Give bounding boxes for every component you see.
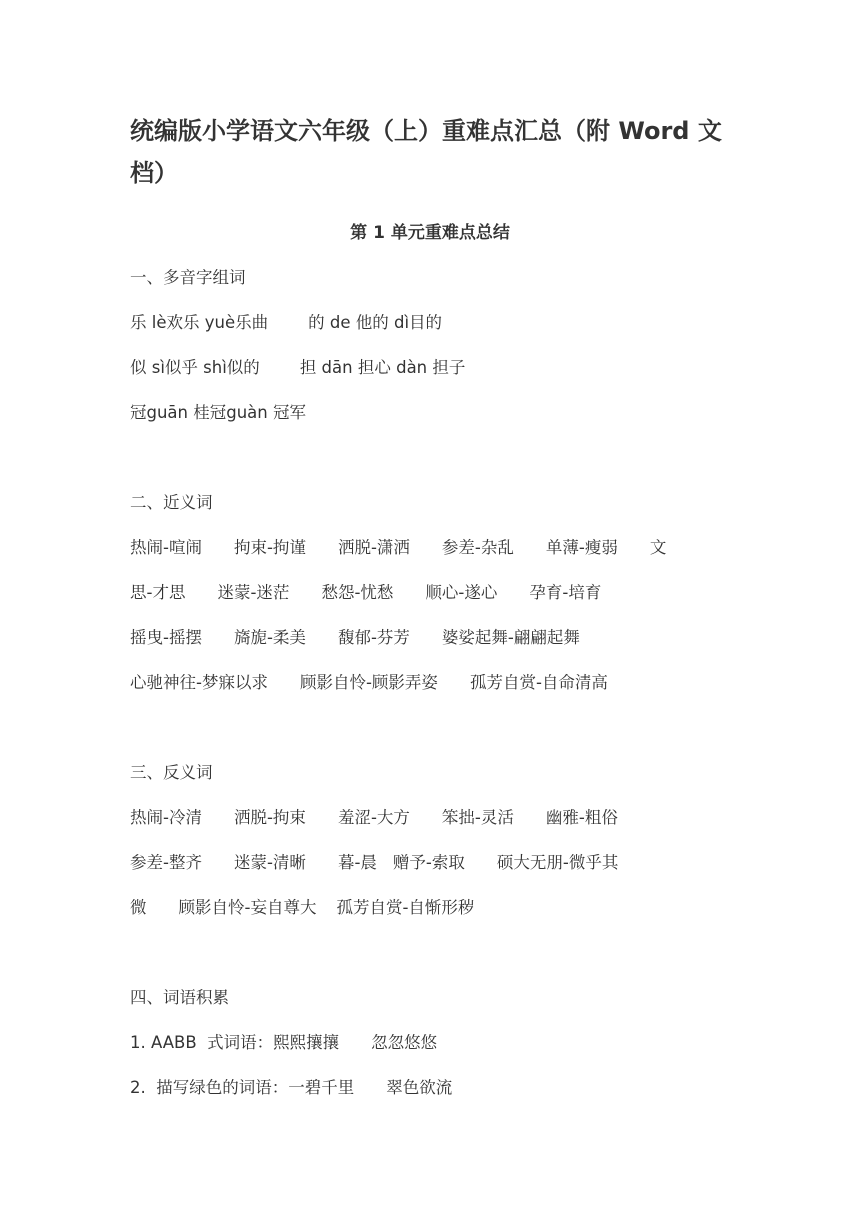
text-item: 孕育-培育 bbox=[529, 583, 602, 602]
polyphonic-line-1 bbox=[130, 310, 442, 336]
synonyms-line-2 bbox=[130, 580, 601, 606]
text-item: 冠guān 桂冠guàn 冠军 bbox=[130, 403, 306, 422]
text-item: 参差-整齐 bbox=[130, 853, 202, 872]
text-item: 洒脱-拘束 bbox=[233, 808, 306, 827]
text-item: 摇曳-摇摆 bbox=[130, 628, 202, 647]
text-item: 顾影自怜-顾影弄姿 bbox=[299, 673, 438, 692]
text-item: 2. 描写绿色的词语：一碧千里 bbox=[130, 1078, 355, 1097]
antonyms-line-2 bbox=[130, 850, 618, 876]
text-item: 热闹-冷清 bbox=[130, 808, 202, 827]
text-item: 愁怨-忧愁 bbox=[321, 583, 394, 602]
text-item: 1. AABB 式词语：熙熙攘攘 bbox=[130, 1033, 340, 1052]
text-item: 乐 lè欢乐 yuè乐曲 bbox=[130, 313, 269, 332]
text-item: 似 sì似乎 shì似的 bbox=[130, 358, 260, 377]
synonyms-line-1 bbox=[130, 535, 666, 561]
synonyms-line-3 bbox=[130, 625, 580, 651]
text-item: 微 bbox=[130, 898, 147, 917]
text-item: 担 dān 担心 dàn 担子 bbox=[299, 358, 466, 377]
text-item: 的 de 他的 dì目的 bbox=[308, 313, 443, 332]
text-item: 硕大无朋-微乎其 bbox=[496, 853, 619, 872]
text-item: 拘束-拘谨 bbox=[233, 538, 306, 557]
section-heading-antonyms: 三、反义词 bbox=[130, 763, 213, 782]
text-item: 单薄-瘦弱 bbox=[545, 538, 618, 557]
polyphonic-line-2 bbox=[130, 355, 465, 381]
text-item: 文 bbox=[649, 538, 667, 557]
unit-heading: 第 1 单元重难点总结 bbox=[350, 223, 510, 243]
text-item: 迷蒙-迷茫 bbox=[217, 583, 290, 602]
text-item: 笨拙-灵活 bbox=[441, 808, 514, 827]
antonyms-line-3 bbox=[130, 895, 474, 921]
text-item: 参差-杂乱 bbox=[441, 538, 514, 557]
text-item: 顺心-遂心 bbox=[425, 583, 498, 602]
text-item: 顾影自怜-妄自尊大 bbox=[178, 898, 317, 917]
text-item: 迷蒙-清晰 bbox=[233, 853, 306, 872]
synonyms-line-4 bbox=[130, 670, 608, 696]
section-heading-synonyms: 二、近义词 bbox=[130, 493, 213, 512]
text-item: 翠色欲流 bbox=[386, 1078, 453, 1097]
text-item: 孤芳自赏-自惭形秽 bbox=[336, 898, 475, 917]
text-item: 孤芳自赏-自命清高 bbox=[469, 673, 608, 692]
section-heading-vocabulary: 四、词语积累 bbox=[130, 988, 229, 1007]
text-item: 馥郁-芬芳 bbox=[337, 628, 410, 647]
antonyms-line-1 bbox=[130, 805, 618, 831]
text-item: 思-才思 bbox=[130, 583, 186, 602]
section-heading-polyphonic: 一、多音字组词 bbox=[130, 268, 246, 287]
text-item: 热闹-喧闹 bbox=[130, 538, 202, 557]
vocabulary-line-1 bbox=[130, 1030, 437, 1056]
text-item: 羞涩-大方 bbox=[337, 808, 410, 827]
vocabulary-line-2 bbox=[130, 1075, 452, 1101]
polyphonic-line-3 bbox=[130, 400, 306, 426]
text-item: 旖旎-柔美 bbox=[233, 628, 306, 647]
text-item: 幽雅-粗俗 bbox=[545, 808, 618, 827]
text-item: 洒脱-潇洒 bbox=[337, 538, 410, 557]
text-item: 赠予-索取 bbox=[392, 853, 465, 872]
text-item: 暮-晨 bbox=[337, 853, 377, 872]
text-item: 忽忽悠悠 bbox=[371, 1033, 438, 1052]
text-item: 心驰神往-梦寐以求 bbox=[130, 673, 268, 692]
document-title: 统编版小学语文六年级（上）重难点汇总（附 Word 文档） bbox=[130, 117, 722, 187]
text-item: 婆娑起舞-翩翩起舞 bbox=[441, 628, 580, 647]
